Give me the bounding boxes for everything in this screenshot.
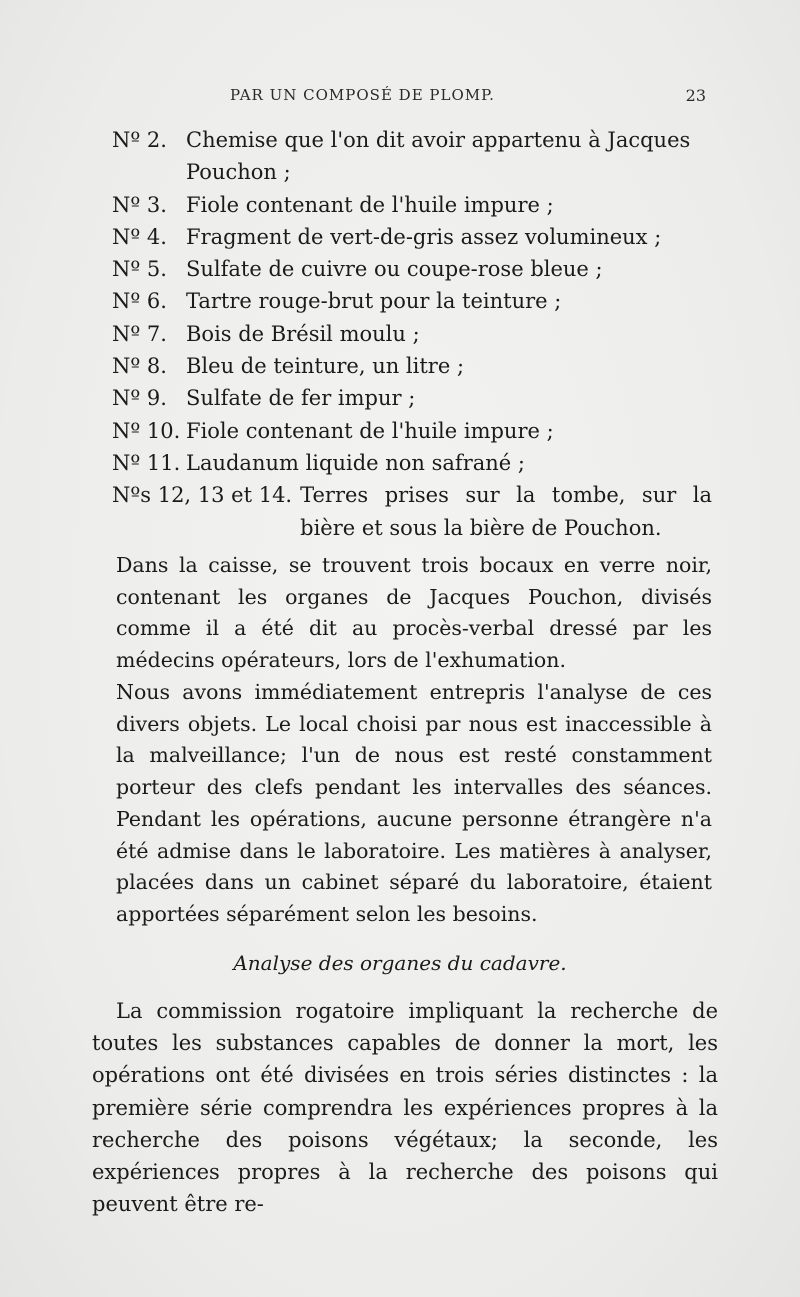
item-description: Sulfate de fer impur ; [186, 386, 416, 411]
item-description: Terres prises sur la tombe, sur la bière et sous la bière de Pouchon. [300, 483, 712, 540]
item-description: Sulfate de cuivre ou coupe-rose bleue ; [186, 257, 603, 282]
item-number: Nº 9. [112, 386, 167, 411]
item-description: Laudanum liquide non safrané ; [186, 450, 525, 475]
item-number: Nº 2. [112, 128, 167, 152]
list-item [112, 124, 712, 189]
running-title: PAR UN COMPOSÉ DE PLOMP. [230, 86, 495, 104]
list-item [112, 415, 712, 447]
paragraph-commission [92, 995, 718, 1220]
paragraph-analyse [116, 677, 712, 931]
exhibit-list [112, 124, 712, 544]
list-item [112, 285, 712, 317]
item-number: Nº 4. [112, 224, 167, 249]
paragraph-text: La commission rogatoire impliquant la recherche de toutes les substances capables de donner la mort, les opérations ont été divisées en trois séries distinctes : la première série comprendra les expériences propres à la recherche des poisons végétaux; la seconde, les expériences propres à la recherche des poisons qui peuvent être re- [92, 999, 718, 1217]
list-item [112, 189, 712, 221]
item-number: Nº 7. [112, 321, 167, 346]
page-number: 23 [685, 86, 706, 105]
item-number: Nº 11. [112, 450, 181, 475]
item-number: Nº 3. [112, 192, 167, 217]
list-item [112, 350, 712, 382]
paragraph-caisse [116, 550, 712, 677]
list-item [112, 447, 712, 479]
list-item [112, 479, 712, 544]
section-title: Analyse des organes du cadavre. [233, 951, 567, 975]
list-item [112, 382, 712, 414]
item-description: Bleu de teinture, un litre ; [186, 354, 465, 379]
item-description: Chemise que l'on dit avoir appartenu à Jacques Pouchon ; [186, 128, 691, 185]
item-number: Nº 8. [112, 354, 167, 379]
list-item [112, 221, 712, 253]
item-description: Fiole contenant de l'huile impure ; [186, 192, 554, 217]
item-number: Nº 10. [112, 418, 181, 443]
paragraph-text: Dans la caisse, se trouvent trois bocaux en verre noir, contenant les organes de Jacques Pouchon, divisés comme il a été dit au procès-verbal dressé par les médecins opérateurs, lors de l'exhumation. [116, 553, 712, 673]
item-number: Nº 5. [112, 257, 167, 282]
item-description: Fragment de vert-de-gris assez volumineux ; [186, 224, 662, 249]
item-number: Nºs 12, 13 et 14. [112, 483, 293, 508]
page-header [90, 86, 710, 110]
list-item [112, 318, 712, 350]
item-number: Nº 6. [112, 289, 167, 314]
item-description: Fiole contenant de l'huile impure ; [186, 418, 554, 443]
item-description: Tartre rouge-brut pour la teinture ; [186, 289, 562, 314]
item-description: Bois de Brésil moulu ; [186, 321, 420, 346]
list-item [112, 253, 712, 285]
paragraph-text: Nous avons immédiatement entrepris l'analyse de ces divers objets. Le local choisi par nous est inaccessible à la malveillance; l'un de nous est resté constamment porteur des clefs pendant les intervalles des séances. Pendant les opérations, aucune personne étrangère n'a été admise dans le laboratoire. Les matières à analyser, placées dans un cabinet séparé du laboratoire, étaient apportées séparément selon les besoins. [116, 680, 712, 926]
